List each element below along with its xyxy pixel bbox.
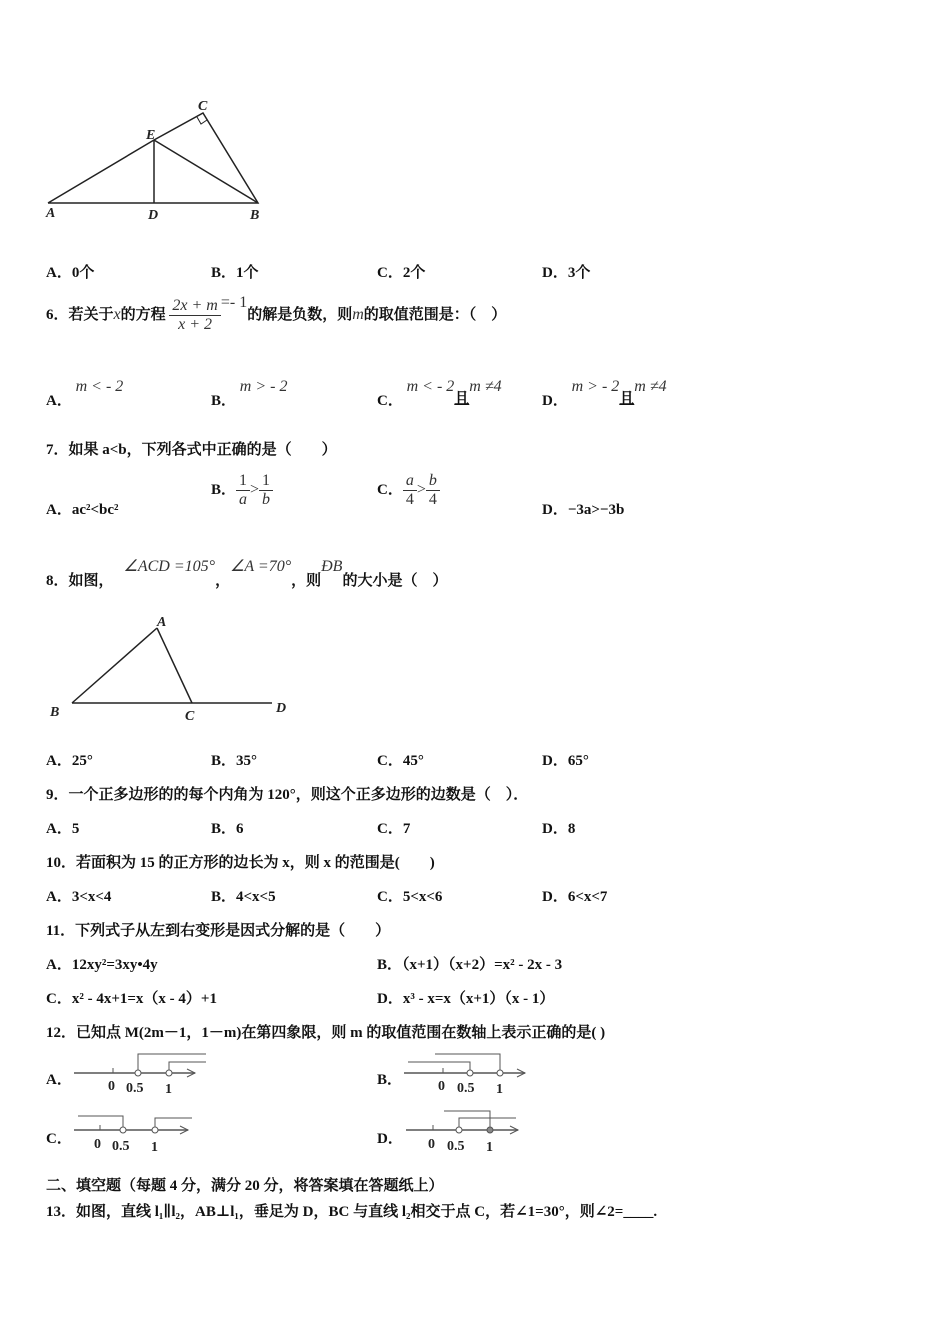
tick-1: 1 [165, 1082, 172, 1097]
denominator: b [262, 491, 271, 508]
q11-option-b[interactable]: B．（x+1）（x+2）=x² - 2x - 3 [377, 957, 563, 973]
label-d: D [148, 208, 159, 223]
q8-text: 8．如图， [46, 573, 114, 589]
option-expr2: m ≠4 [634, 378, 667, 395]
tick-05: 0.5 [112, 1139, 130, 1154]
question-9: 9．一个正多边形的的每个内角为 120°，则这个正多边形的边数是（ ）． [46, 787, 529, 803]
q6-option-b[interactable] [211, 378, 287, 410]
q9-option-b[interactable]: B．6 [211, 821, 244, 837]
question-8 [46, 556, 447, 590]
option-expr2: m ≠4 [469, 378, 502, 395]
label-c: C [198, 99, 208, 114]
q6-var2: m [352, 306, 364, 323]
and-word: 且 [619, 391, 635, 407]
q7-option-a[interactable]: A．ac²<bc² [46, 502, 119, 518]
tick-05: 0.5 [457, 1081, 475, 1096]
label-a: A [157, 615, 167, 630]
option-expr: m > - 2 [571, 378, 620, 395]
fraction [426, 472, 440, 509]
q7-option-d[interactable]: D．−3a>−3b [542, 502, 625, 518]
question-11: 11．下列式子从左到右变形是因式分解的是（ ） [46, 923, 391, 939]
tick-05: 0.5 [447, 1139, 465, 1154]
fraction [403, 472, 417, 509]
gt: > [250, 480, 260, 498]
section-heading-fill-in: 二、填空题（每题 4 分，满分 20 分，将答案填在答题纸上） [46, 1178, 444, 1194]
q6-var: x [113, 306, 121, 323]
denominator: a [239, 491, 248, 508]
label-b: B [50, 705, 60, 720]
q12-numberline-a[interactable] [70, 1048, 220, 1098]
q7-option-c[interactable] [377, 472, 440, 509]
q8-suffix: 的大小是（ ） [342, 573, 448, 589]
fraction [236, 472, 250, 509]
q9-option-d[interactable]: D．8 [542, 821, 576, 837]
tick-0: 0 [428, 1137, 435, 1152]
q5-option-d[interactable]: D．3个 [542, 265, 591, 281]
option-label: B． [211, 481, 237, 498]
q8-angle1: ∠ACD =105° [123, 558, 216, 575]
question-7: 7．如果 a<b，下列各式中正确的是（ ） [46, 442, 337, 458]
q5-option-a[interactable]: A．0个 [46, 265, 95, 281]
q9-option-a[interactable]: A．5 [46, 821, 80, 837]
numerator: 2x + m [169, 297, 220, 316]
numerator: 1 [236, 472, 250, 491]
q12-option-d-label[interactable]: D． [377, 1131, 403, 1147]
numerator: b [426, 472, 440, 491]
tick-1: 1 [151, 1140, 158, 1155]
numerator: a [403, 472, 417, 491]
tick-0: 0 [108, 1079, 115, 1094]
q8-angle2: ∠A =70° [230, 558, 292, 575]
tick-0: 0 [438, 1079, 445, 1094]
q8-option-a[interactable]: A．25° [46, 753, 93, 769]
question-12: 12．已知点 M(2m－1，1－m)在第四象限，则 m 的取值范围在数轴上表示正确的是( ) [46, 1025, 606, 1041]
option-label: A． [46, 393, 72, 409]
and-word: 且 [454, 391, 470, 407]
q6-option-a[interactable] [46, 378, 123, 410]
q8-option-b[interactable]: B．35° [211, 753, 258, 769]
option-expr: m < - 2 [75, 378, 124, 395]
q10-option-c[interactable]: C．5<x<6 [377, 889, 443, 905]
q7-option-b[interactable] [211, 472, 273, 509]
q12-numberline-d[interactable] [404, 1108, 554, 1158]
q9-option-c[interactable]: C．7 [377, 821, 411, 837]
q8-sep: ， [215, 573, 231, 589]
q6-text-mid: 的方程 [120, 307, 166, 323]
question-6 [46, 294, 506, 334]
denominator: x + 2 [178, 316, 213, 334]
q12-option-c-label[interactable]: C． [46, 1131, 72, 1147]
figure-q5-triangle [40, 95, 280, 230]
gt: > [416, 480, 426, 498]
q6-text: 6．若关于 [46, 307, 114, 323]
q6-fraction [169, 297, 220, 334]
q11-option-c[interactable]: C．x² - 4x+1=x（x - 4）+1 [46, 991, 217, 1007]
q6-text2: 的解是负数，则 [247, 307, 353, 323]
q8-then: ，则 [291, 573, 322, 589]
q12-option-b-label[interactable]: B． [377, 1072, 403, 1088]
denominator: 4 [405, 491, 414, 508]
q8-option-d[interactable]: D．65° [542, 753, 589, 769]
label-b: B [250, 208, 260, 223]
label-e: E [146, 128, 156, 143]
q12-numberline-b[interactable] [400, 1048, 550, 1098]
figure-q8-triangle [40, 608, 300, 728]
option-label: C． [377, 481, 403, 498]
q5-option-c[interactable]: C．2个 [377, 265, 426, 281]
label-c: C [185, 709, 195, 724]
q8-option-c[interactable]: C．45° [377, 753, 424, 769]
numerator: 1 [259, 472, 273, 491]
question-13: 13．如图，直线 l₁∥l₂，AB⊥l₁，垂足为 D，BC 与直线 l₂相交于点 C，若∠1=30°，则∠2=____. [46, 1204, 658, 1220]
q12-numberline-c[interactable] [70, 1108, 220, 1158]
fraction [259, 472, 273, 509]
q6-option-c[interactable] [377, 378, 502, 410]
q8-angleb: ÐB [321, 558, 343, 575]
tick-1: 1 [496, 1082, 503, 1097]
tick-1: 1 [486, 1140, 493, 1155]
q6-text3: 的取值范围是：（ ） [363, 307, 507, 323]
option-expr: m > - 2 [239, 378, 288, 395]
q10-option-b[interactable]: B．4<x<5 [211, 889, 276, 905]
denominator: 4 [428, 491, 437, 508]
q12-option-a-label[interactable]: A． [46, 1072, 72, 1088]
q6-option-d[interactable] [542, 378, 667, 410]
q10-option-d[interactable]: D．6<x<7 [542, 889, 608, 905]
q11-option-d[interactable]: D．x³ - x=x（x+1）（x - 1） [377, 991, 555, 1007]
label-d: D [276, 701, 287, 716]
question-10: 10．若面积为 15 的正方形的边长为 x，则 x 的范围是( ) [46, 855, 435, 871]
option-label: B． [211, 393, 237, 409]
q5-option-b[interactable]: B．1个 [211, 265, 259, 281]
tick-0: 0 [94, 1137, 101, 1152]
option-label: C． [377, 393, 403, 409]
option-label: D． [542, 393, 568, 409]
q11-option-a[interactable]: A．12xy²=3xy•4y [46, 957, 158, 973]
q10-option-a[interactable]: A．3<x<4 [46, 889, 112, 905]
tick-05: 0.5 [126, 1081, 144, 1096]
label-a: A [46, 206, 56, 221]
q6-eq: =- 1 [220, 294, 248, 311]
option-expr: m < - 2 [406, 378, 455, 395]
